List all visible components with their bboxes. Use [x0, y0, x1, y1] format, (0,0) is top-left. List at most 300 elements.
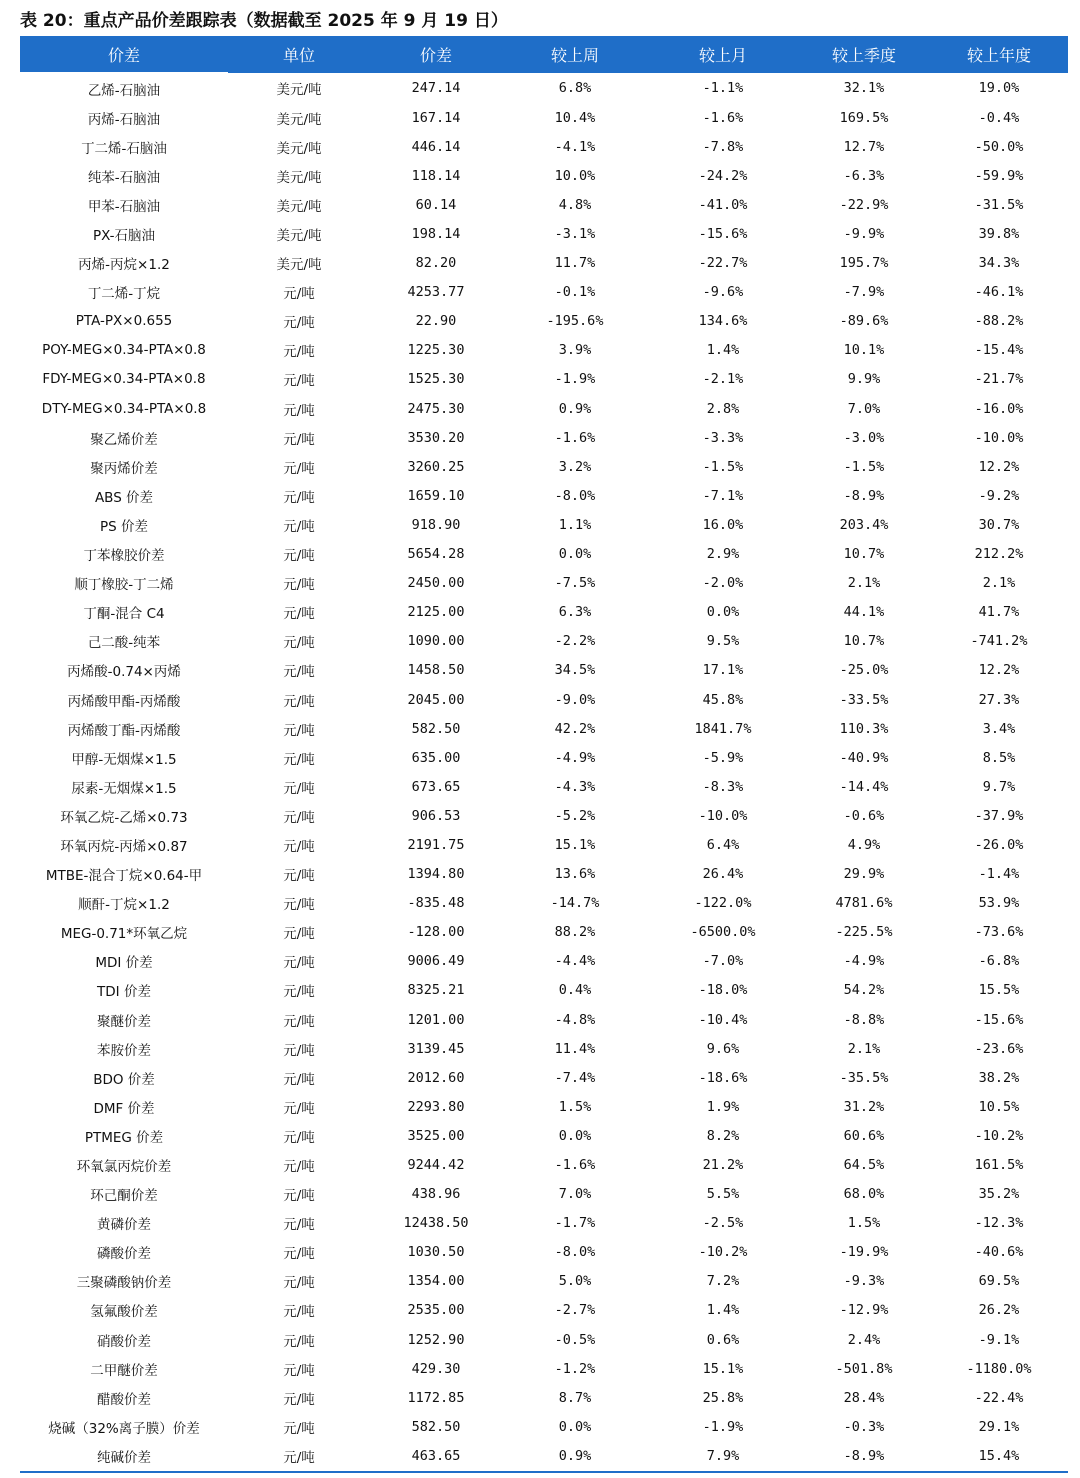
- table-row: [20, 103, 1068, 132]
- cell-wow: -1.6%: [554, 429, 596, 446]
- cell-mom: 21.2%: [702, 1157, 744, 1174]
- table-row: [20, 365, 1068, 394]
- table-row: [20, 423, 1068, 452]
- cell-mom: 17.1%: [702, 662, 744, 679]
- cell-yoy: -37.9%: [974, 807, 1024, 824]
- header-spread-name: 价差: [20, 36, 228, 73]
- cell-wow: 0.4%: [558, 982, 592, 999]
- cell-qoq: -9.9%: [843, 226, 885, 243]
- cell-spread: 2450.00: [407, 575, 465, 592]
- cell-spread: 1458.50: [407, 662, 465, 679]
- cell-mom: 9.5%: [706, 633, 740, 650]
- cell-qoq: 68.0%: [843, 1186, 885, 1203]
- cell-spread: 2293.80: [407, 1098, 465, 1115]
- table-row: [20, 598, 1068, 627]
- cell-mom: 16.0%: [702, 516, 744, 533]
- cell-unit: 元/吨: [283, 1129, 315, 1146]
- cell-unit: 元/吨: [283, 722, 315, 739]
- cell-spread: 429.30: [411, 1360, 461, 1377]
- cell-wow: -4.8%: [554, 1011, 596, 1028]
- cell-unit: 元/吨: [228, 1441, 370, 1471]
- cell-spread: 1225.30: [407, 342, 465, 359]
- cell-spread: 198.14: [411, 226, 461, 243]
- cell-unit: 元/吨: [283, 1391, 315, 1408]
- cell-mom: -7.8%: [702, 138, 744, 155]
- cell-qoq: 10.7%: [843, 633, 885, 650]
- cell-mom: 26.4%: [702, 866, 744, 883]
- cell-qoq: 28.4%: [843, 1389, 885, 1406]
- cell-qoq: 31.2%: [843, 1098, 885, 1115]
- cell-product: 顺酐-丁烷×1.2: [78, 897, 170, 914]
- cell-yoy: 38.2%: [978, 1069, 1020, 1086]
- cell-mom: -22.7%: [698, 255, 748, 272]
- cell-qoq: -22.9%: [839, 196, 889, 213]
- cell-spread: 2535.00: [407, 1302, 465, 1319]
- cell-unit: 元/吨: [283, 1188, 315, 1205]
- cell-spread: 1252.90: [407, 1331, 465, 1348]
- cell-mom: -2.5%: [702, 1215, 744, 1232]
- cell-mom: -1.1%: [702, 80, 744, 97]
- cell-qoq: -33.5%: [839, 691, 889, 708]
- table-row: [20, 627, 1068, 656]
- cell-wow: 42.2%: [554, 720, 596, 737]
- cell-spread: 247.14: [411, 80, 461, 97]
- cell-product: ABS 价差: [94, 489, 154, 506]
- cell-qoq: -8.8%: [843, 1011, 885, 1028]
- cell-unit: 元/吨: [283, 1013, 315, 1030]
- cell-qoq: 1.5%: [847, 1215, 881, 1232]
- cell-mom: -2.0%: [702, 575, 744, 592]
- cell-unit: 元/吨: [283, 577, 315, 594]
- cell-qoq: -0.6%: [843, 807, 885, 824]
- table-row: [20, 219, 1068, 248]
- cell-qoq: -0.3%: [843, 1418, 885, 1435]
- cell-unit: 元/吨: [283, 664, 315, 681]
- cell-unit: 元/吨: [283, 460, 315, 477]
- cell-qoq: 4781.6%: [835, 895, 893, 912]
- cell-unit: 元/吨: [283, 1217, 315, 1234]
- cell-wow: -1.6%: [554, 1157, 596, 1174]
- cell-wow: -2.7%: [554, 1302, 596, 1319]
- cell-yoy: -21.7%: [974, 371, 1024, 388]
- cell-product: 丁酮-混合 C4: [83, 606, 165, 623]
- cell-product: 三聚磷酸钠价差: [76, 1275, 172, 1292]
- cell-yoy: 53.9%: [978, 895, 1020, 912]
- cell-unit: 元/吨: [283, 344, 315, 361]
- cell-yoy: 19.0%: [978, 80, 1020, 97]
- cell-yoy: -16.0%: [974, 400, 1024, 417]
- cell-unit: 元/吨: [283, 1275, 315, 1292]
- cell-qoq: 10.1%: [843, 342, 885, 359]
- cell-yoy: 3.4%: [982, 720, 1016, 737]
- header-unit: 单位: [228, 36, 370, 73]
- cell-unit: 元/吨: [283, 635, 315, 652]
- cell-unit: 元/吨: [283, 1100, 315, 1117]
- cell-product: 醋酸价差: [97, 1391, 151, 1408]
- cell-yoy: 15.5%: [978, 982, 1020, 999]
- cell-wow: 13.6%: [554, 866, 596, 883]
- spread-tracking-table: [20, 36, 1068, 1473]
- cell-wow: -4.4%: [554, 953, 596, 970]
- cell-wow: 10.0%: [554, 167, 596, 184]
- cell-wow: 3.2%: [558, 458, 592, 475]
- cell-qoq: -501.8%: [835, 1360, 893, 1377]
- cell-spread: 1030.50: [407, 1244, 465, 1261]
- cell-yoy: 30.7%: [978, 516, 1020, 533]
- table-row: [20, 976, 1068, 1005]
- cell-mom: 45.8%: [702, 691, 744, 708]
- cell-product: 二甲醚价差: [90, 1362, 158, 1379]
- cell-qoq: 54.2%: [843, 982, 885, 999]
- cell-product: 甲醇-无烟煤×1.5: [71, 751, 177, 768]
- cell-wow: -1.2%: [554, 1360, 596, 1377]
- cell-spread: 5654.28: [407, 546, 465, 563]
- cell-wow: -1.9%: [554, 371, 596, 388]
- cell-unit: 元/吨: [283, 1159, 315, 1176]
- table-row: [20, 190, 1068, 219]
- cell-wow: 0.9%: [558, 400, 592, 417]
- cell-mom: -10.2%: [698, 1244, 748, 1261]
- cell-yoy: -59.9%: [974, 167, 1024, 184]
- cell-product: 聚醚价差: [97, 1013, 151, 1030]
- cell-spread: 1659.10: [407, 487, 465, 504]
- cell-mom: -24.2%: [698, 167, 748, 184]
- cell-qoq: 44.1%: [843, 604, 885, 621]
- cell-spread: -835.48: [407, 895, 465, 912]
- cell-qoq: -8.9%: [843, 487, 885, 504]
- cell-spread: 12438.50: [403, 1215, 469, 1232]
- cell-product: 丙烯酸丁酯-丙烯酸: [67, 722, 181, 739]
- cell-wow: -4.9%: [554, 749, 596, 766]
- cell-mom: -15.6%: [698, 226, 748, 243]
- cell-unit: 元/吨: [283, 373, 315, 390]
- cell-qoq: 29.9%: [843, 866, 885, 883]
- table-row: [20, 1121, 1068, 1150]
- cell-product: 硝酸价差: [97, 1333, 151, 1350]
- cell-spread: 463.65: [370, 1441, 502, 1471]
- cell-yoy: -73.6%: [974, 924, 1024, 941]
- cell-product: 乙烯-石脑油: [87, 82, 161, 99]
- cell-wow: 34.5%: [554, 662, 596, 679]
- cell-product: 磷酸价差: [97, 1246, 151, 1263]
- cell-wow: 8.7%: [558, 1389, 592, 1406]
- header-vs-last-month: 较上月: [648, 36, 798, 73]
- cell-product: 环己酮价差: [90, 1188, 158, 1205]
- cell-product: PS 价差: [99, 518, 148, 535]
- cell-spread: 918.90: [411, 516, 461, 533]
- cell-mom: -122.0%: [694, 895, 752, 912]
- cell-spread: 3525.00: [407, 1127, 465, 1144]
- cell-yoy: -88.2%: [974, 313, 1024, 330]
- header-vs-last-week: 较上周: [502, 36, 648, 73]
- cell-product: FDY-MEG×0.34-PTA×0.8: [42, 371, 206, 388]
- cell-mom: 7.2%: [706, 1273, 740, 1290]
- cell-unit: 美元/吨: [276, 169, 322, 186]
- table-row: [20, 307, 1068, 336]
- cell-unit: 元/吨: [283, 1042, 315, 1059]
- cell-product: TDI 价差: [97, 984, 151, 1001]
- cell-qoq: 203.4%: [839, 516, 889, 533]
- cell-mom: -9.6%: [702, 284, 744, 301]
- cell-qoq: 7.0%: [847, 400, 881, 417]
- cell-wow: -4.1%: [554, 138, 596, 155]
- cell-mom: 1.9%: [706, 1098, 740, 1115]
- cell-product: 尿素-无烟煤×1.5: [71, 780, 177, 797]
- table-row: [20, 1354, 1068, 1383]
- cell-qoq: -4.9%: [843, 953, 885, 970]
- cell-unit: 元/吨: [283, 431, 315, 448]
- cell-spread: 2045.00: [407, 691, 465, 708]
- cell-yoy: -6.8%: [978, 953, 1020, 970]
- table-row: [20, 1441, 1068, 1471]
- cell-unit: 元/吨: [283, 548, 315, 565]
- cell-spread: 2191.75: [407, 836, 465, 853]
- table-row: [20, 1296, 1068, 1325]
- cell-unit: 元/吨: [283, 751, 315, 768]
- cell-product: 丁二烯-石脑油: [81, 140, 167, 157]
- cell-spread: 118.14: [411, 167, 461, 184]
- cell-mom: 134.6%: [698, 313, 748, 330]
- cell-qoq: 64.5%: [843, 1157, 885, 1174]
- cell-yoy: -9.2%: [978, 487, 1020, 504]
- table-row: [20, 918, 1068, 947]
- cell-mom: -6500.0%: [690, 924, 756, 941]
- cell-mom: -8.3%: [702, 778, 744, 795]
- table-row: [20, 1209, 1068, 1238]
- cell-wow: -14.7%: [550, 895, 600, 912]
- cell-spread: 2012.60: [407, 1069, 465, 1086]
- header-spread-value: 价差: [370, 36, 502, 73]
- cell-wow: 11.7%: [554, 255, 596, 272]
- cell-unit: 元/吨: [283, 926, 315, 943]
- cell-unit: 美元/吨: [276, 111, 322, 128]
- cell-yoy: -26.0%: [974, 836, 1024, 853]
- cell-mom: -3.3%: [702, 429, 744, 446]
- header-vs-last-quarter: 较上季度: [798, 36, 930, 73]
- cell-qoq: 9.9%: [847, 371, 881, 388]
- cell-qoq: 12.7%: [843, 138, 885, 155]
- cell-spread: 82.20: [415, 255, 457, 272]
- cell-mom: 0.0%: [706, 604, 740, 621]
- cell-yoy: 26.2%: [978, 1302, 1020, 1319]
- cell-spread: 673.65: [411, 778, 461, 795]
- cell-qoq: 60.6%: [843, 1127, 885, 1144]
- cell-wow: -9.0%: [554, 691, 596, 708]
- cell-mom: -5.9%: [702, 749, 744, 766]
- cell-yoy: -22.4%: [974, 1389, 1024, 1406]
- cell-unit: 元/吨: [283, 286, 315, 303]
- cell-product: 丁苯橡胶价差: [83, 548, 165, 565]
- cell-product: 烧碱（32%离子膜）价差: [48, 1420, 200, 1437]
- cell-product: 纯碱价差: [20, 1441, 228, 1471]
- table-row: [20, 73, 1068, 103]
- cell-yoy: -46.1%: [974, 284, 1024, 301]
- table-row: [20, 540, 1068, 569]
- table-row: [20, 889, 1068, 918]
- cell-yoy: -15.6%: [974, 1011, 1024, 1028]
- cell-wow: 0.9%: [502, 1441, 648, 1471]
- cell-unit: 元/吨: [283, 1304, 315, 1321]
- cell-yoy: -40.6%: [974, 1244, 1024, 1261]
- cell-unit: 元/吨: [283, 984, 315, 1001]
- cell-spread: 438.96: [411, 1186, 461, 1203]
- cell-unit: 元/吨: [283, 693, 315, 710]
- cell-spread: 1525.30: [407, 371, 465, 388]
- cell-mom: -41.0%: [698, 196, 748, 213]
- cell-unit: 元/吨: [283, 868, 315, 885]
- cell-yoy: 35.2%: [978, 1186, 1020, 1203]
- cell-wow: -7.5%: [554, 575, 596, 592]
- cell-product: 环氧氯丙烷价差: [76, 1159, 172, 1176]
- cell-product: 丙烯酸-0.74×丙烯: [67, 664, 181, 681]
- table-row: [20, 1034, 1068, 1063]
- cell-yoy: -9.1%: [978, 1331, 1020, 1348]
- cell-spread: 3530.20: [407, 429, 465, 446]
- table-row: [20, 569, 1068, 598]
- cell-product: POY-MEG×0.34-PTA×0.8: [42, 342, 206, 359]
- cell-yoy: 12.2%: [978, 662, 1020, 679]
- cell-product: BDO 价差: [93, 1071, 155, 1088]
- cell-qoq: -89.6%: [839, 313, 889, 330]
- cell-product: PX-石脑油: [92, 228, 156, 245]
- cell-spread: 3260.25: [407, 458, 465, 475]
- cell-wow: 10.4%: [554, 109, 596, 126]
- cell-spread: 60.14: [415, 196, 457, 213]
- cell-spread: 582.50: [411, 720, 461, 737]
- table-row: [20, 772, 1068, 801]
- table-row: [20, 132, 1068, 161]
- table-row: [20, 1238, 1068, 1267]
- cell-yoy: 9.7%: [982, 778, 1016, 795]
- cell-yoy: 69.5%: [978, 1273, 1020, 1290]
- cell-unit: 元/吨: [283, 489, 315, 506]
- table-row: [20, 1005, 1068, 1034]
- cell-yoy: -23.6%: [974, 1040, 1024, 1057]
- cell-spread: 167.14: [411, 109, 461, 126]
- cell-qoq: -12.9%: [839, 1302, 889, 1319]
- cell-wow: 0.0%: [558, 546, 592, 563]
- table-row: [20, 336, 1068, 365]
- cell-qoq: -40.9%: [839, 749, 889, 766]
- cell-mom: 5.5%: [706, 1186, 740, 1203]
- cell-unit: 元/吨: [283, 1362, 315, 1379]
- cell-product: 丙烯酸甲酯-丙烯酸: [67, 693, 181, 710]
- cell-wow: -8.0%: [554, 1244, 596, 1261]
- table-row: [20, 1383, 1068, 1412]
- cell-spread: -128.00: [407, 924, 465, 941]
- cell-product: 黄磷价差: [97, 1217, 151, 1234]
- cell-spread: 906.53: [411, 807, 461, 824]
- table-row: [20, 1092, 1068, 1121]
- cell-spread: 1394.80: [407, 866, 465, 883]
- cell-product: 苯胺价差: [97, 1042, 151, 1059]
- cell-mom: 25.8%: [702, 1389, 744, 1406]
- cell-wow: 3.9%: [558, 342, 592, 359]
- cell-yoy: -50.0%: [974, 138, 1024, 155]
- cell-mom: -1.9%: [702, 1418, 744, 1435]
- cell-product: 己二酸-纯苯: [87, 635, 161, 652]
- cell-mom: -18.0%: [698, 982, 748, 999]
- cell-yoy: 29.1%: [978, 1418, 1020, 1435]
- cell-product: MTBE-混合丁烷×0.64-甲: [45, 868, 203, 885]
- cell-yoy: -31.5%: [974, 196, 1024, 213]
- cell-mom: -1.6%: [702, 109, 744, 126]
- cell-qoq: -6.3%: [843, 167, 885, 184]
- cell-yoy: -1.4%: [978, 866, 1020, 883]
- cell-wow: 11.4%: [554, 1040, 596, 1057]
- cell-qoq: 32.1%: [843, 80, 885, 97]
- cell-yoy: -10.2%: [974, 1127, 1024, 1144]
- cell-unit: 元/吨: [283, 838, 315, 855]
- cell-yoy: 39.8%: [978, 226, 1020, 243]
- cell-qoq: -14.4%: [839, 778, 889, 795]
- cell-product: 丙烯-石脑油: [87, 111, 161, 128]
- cell-mom: 1.4%: [706, 1302, 740, 1319]
- cell-yoy: -15.4%: [974, 342, 1024, 359]
- cell-spread: 22.90: [415, 313, 457, 330]
- table-row: [20, 481, 1068, 510]
- cell-yoy: 10.5%: [978, 1098, 1020, 1115]
- cell-spread: 8325.21: [407, 982, 465, 999]
- cell-product: MEG-0.71*环氧乙烷: [60, 926, 188, 943]
- cell-unit: 元/吨: [283, 315, 315, 332]
- table-row: [20, 249, 1068, 278]
- cell-spread: 582.50: [411, 1418, 461, 1435]
- cell-unit: 元/吨: [283, 897, 315, 914]
- cell-unit: 元/吨: [283, 1071, 315, 1088]
- cell-spread: 446.14: [411, 138, 461, 155]
- cell-wow: 6.3%: [558, 604, 592, 621]
- cell-spread: 2125.00: [407, 604, 465, 621]
- cell-unit: 元/吨: [283, 955, 315, 972]
- cell-spread: 1201.00: [407, 1011, 465, 1028]
- table-row: [20, 656, 1068, 685]
- cell-yoy: 41.7%: [978, 604, 1020, 621]
- cell-product: 纯苯-石脑油: [87, 169, 161, 186]
- cell-qoq: 2.1%: [847, 1040, 881, 1057]
- table-row: [20, 1267, 1068, 1296]
- spread-table-container: [20, 36, 1068, 1473]
- cell-product: 聚乙烯价差: [90, 431, 158, 448]
- cell-qoq: 110.3%: [839, 720, 889, 737]
- cell-mom: 2.9%: [706, 546, 740, 563]
- cell-wow: 1.1%: [558, 516, 592, 533]
- cell-wow: -8.0%: [554, 487, 596, 504]
- cell-qoq: 4.9%: [847, 836, 881, 853]
- cell-unit: 元/吨: [283, 606, 315, 623]
- cell-mom: 8.2%: [706, 1127, 740, 1144]
- cell-spread: 9244.42: [407, 1157, 465, 1174]
- cell-qoq: -225.5%: [835, 924, 893, 941]
- cell-spread: 3139.45: [407, 1040, 465, 1057]
- cell-mom: -2.1%: [702, 371, 744, 388]
- cell-wow: 0.0%: [558, 1127, 592, 1144]
- cell-wow: -195.6%: [546, 313, 604, 330]
- cell-mom: 7.9%: [648, 1441, 798, 1471]
- cell-qoq: 195.7%: [839, 255, 889, 272]
- cell-mom: -10.4%: [698, 1011, 748, 1028]
- cell-spread: 635.00: [411, 749, 461, 766]
- cell-wow: 0.0%: [558, 1418, 592, 1435]
- table-row: [20, 743, 1068, 772]
- cell-wow: -2.2%: [554, 633, 596, 650]
- cell-mom: 1.4%: [706, 342, 740, 359]
- cell-product: 聚丙烯价差: [90, 460, 158, 477]
- cell-spread: 2475.30: [407, 400, 465, 417]
- cell-unit: 元/吨: [283, 1333, 315, 1350]
- table-row: [20, 860, 1068, 889]
- table-row: [20, 830, 1068, 859]
